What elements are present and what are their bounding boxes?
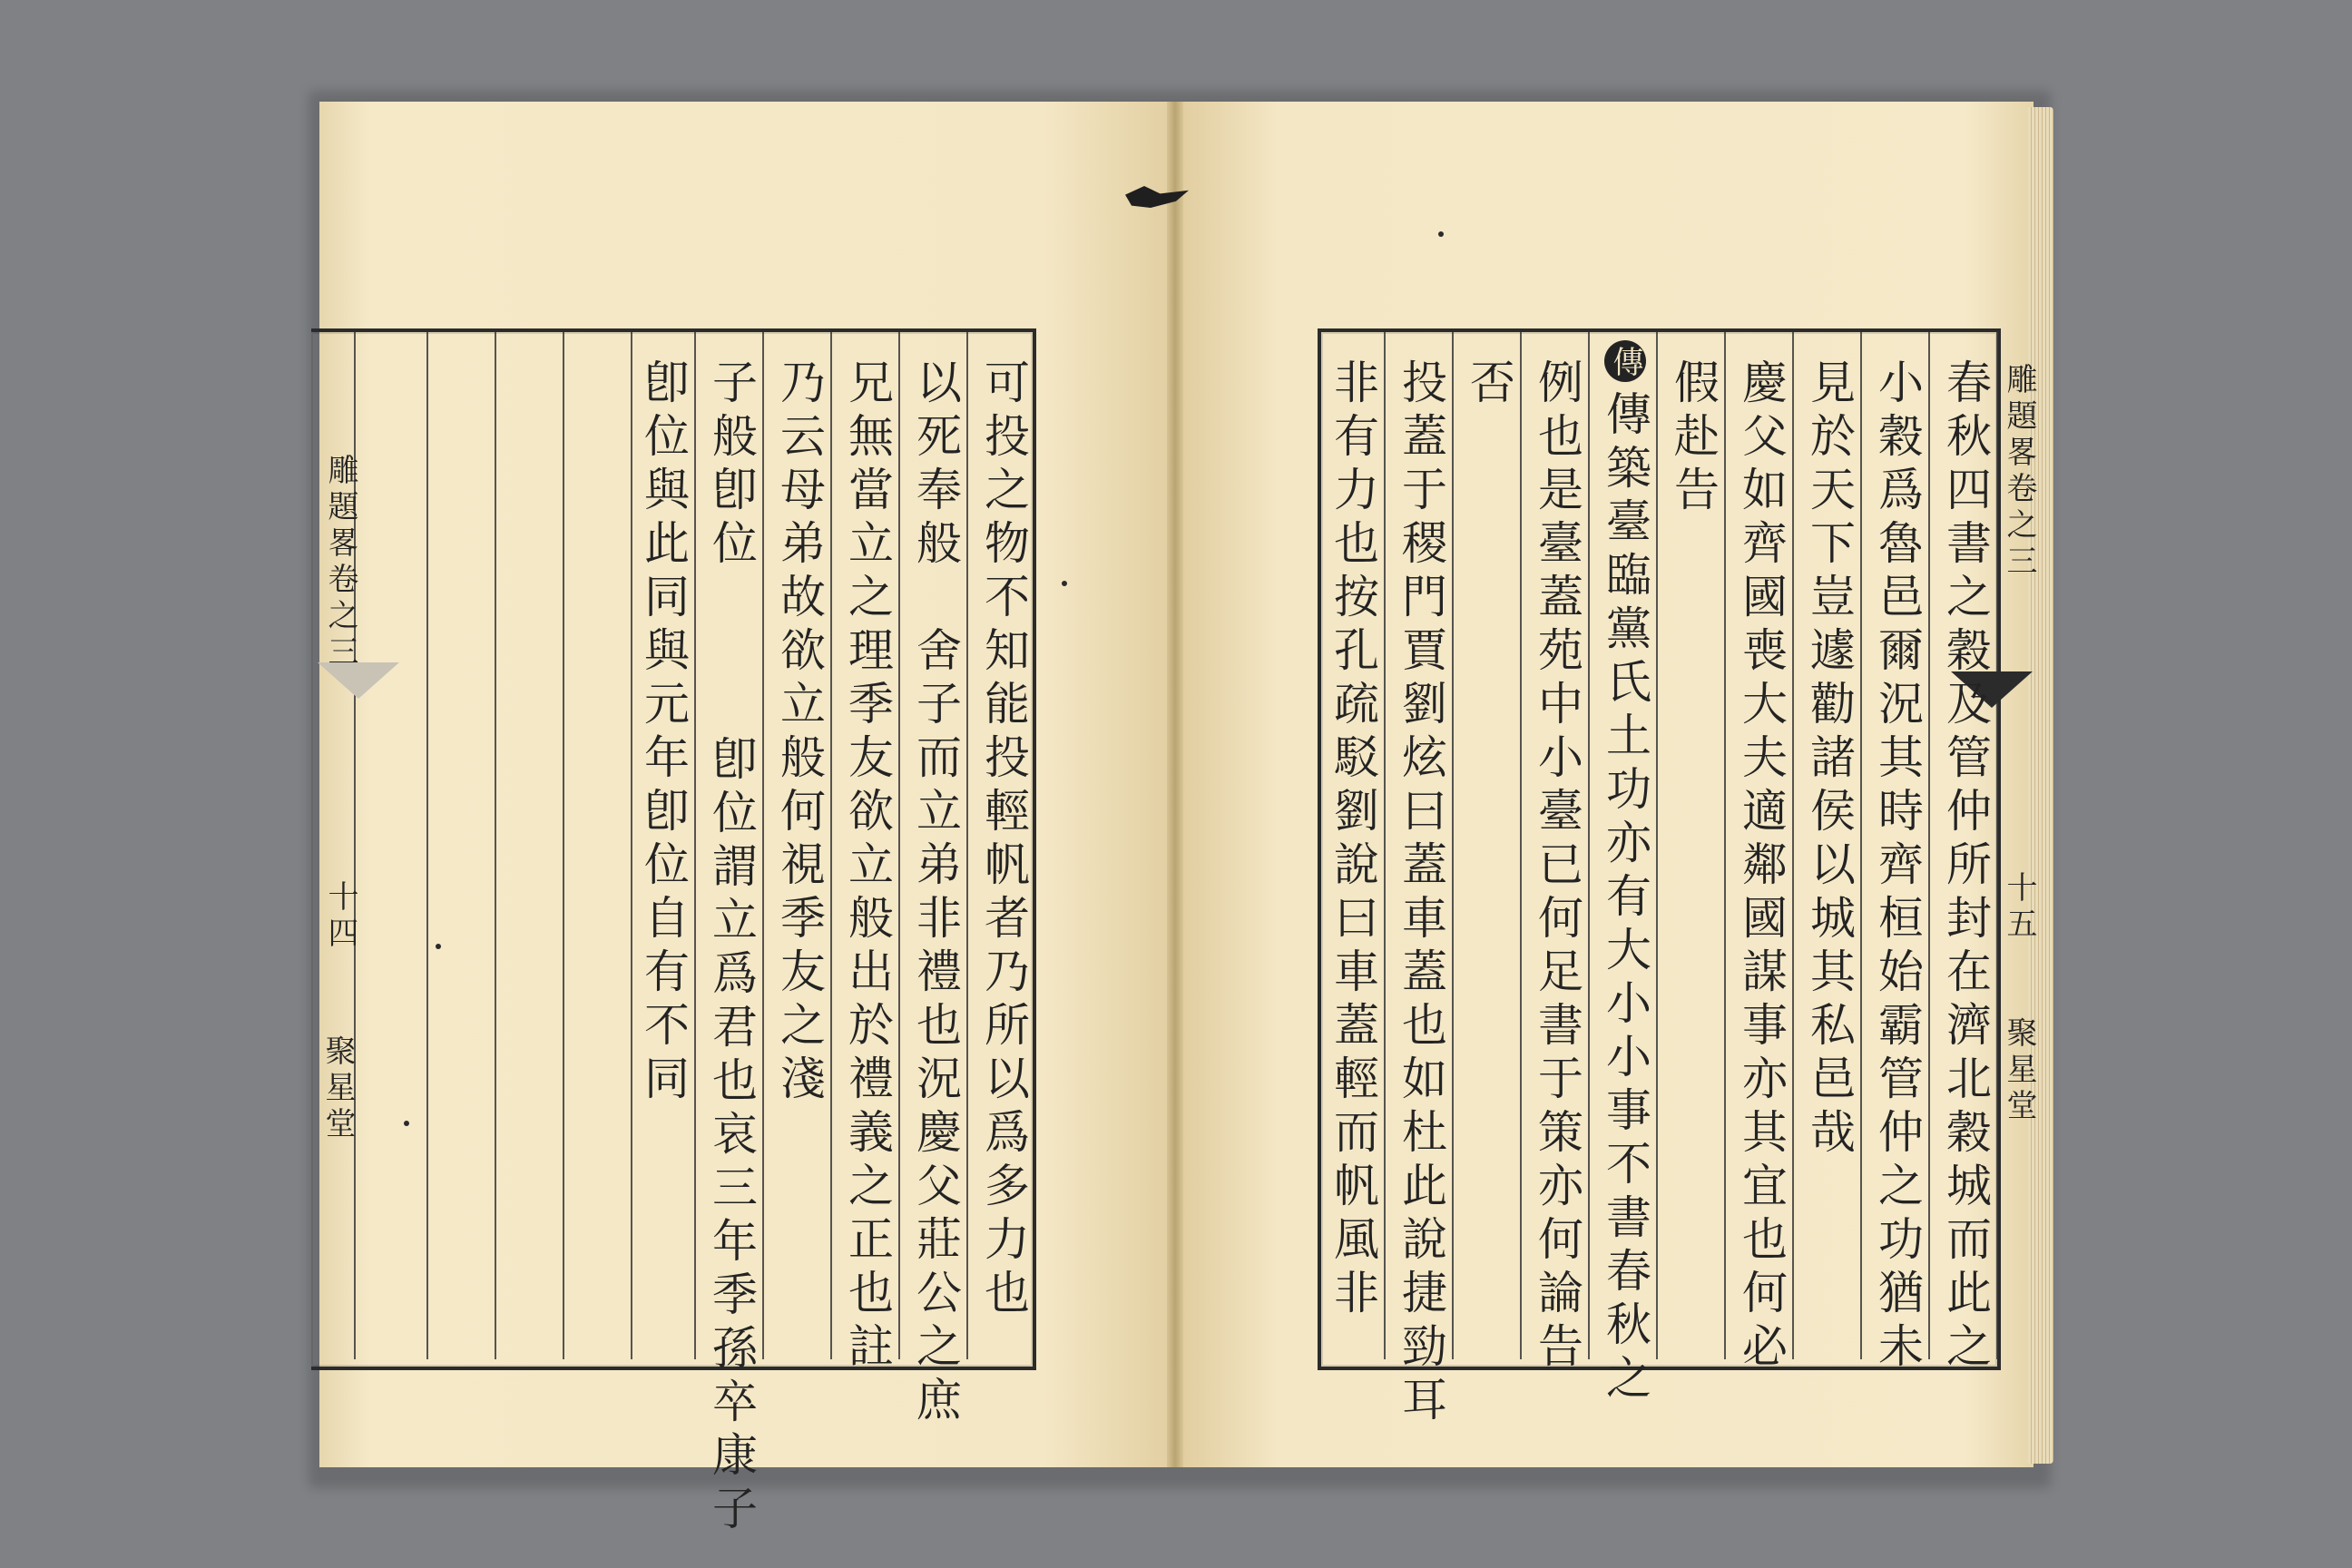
text-column: 兄無當立之理季友欲立般出於禮義之正也註 bbox=[841, 358, 894, 1376]
column-rule bbox=[1588, 332, 1590, 1359]
right-margin-rule bbox=[1996, 332, 1998, 1359]
text-column: 以死奉般 舍子而立弟非禮也況慶父莊公之庶 bbox=[909, 358, 962, 1429]
text-column-with-marker bbox=[1597, 340, 1653, 387]
column-rule bbox=[1724, 332, 1726, 1359]
right-folio: 十五 bbox=[2001, 871, 2037, 944]
text-column: 傳築臺臨黨氏土功亦有大小小事不書春秋之 bbox=[1599, 390, 1651, 1407]
text-column: 卽位謂立爲君也哀三年季孫卒康子 bbox=[705, 735, 758, 1538]
column-rule bbox=[426, 332, 428, 1359]
text-column: 投蓋于稷門賈劉炫曰蓋車蓋也如杜此說捷勁耳 bbox=[1395, 358, 1447, 1429]
commentary-marker: 傳 bbox=[1604, 340, 1646, 382]
text-column: 非有力也按孔疏駁劉說曰車蓋輕而帆風非 bbox=[1327, 358, 1379, 1322]
column-rule bbox=[631, 332, 632, 1359]
text-column: 例也是臺蓋苑中小臺已何足書于策亦何論告 bbox=[1531, 358, 1583, 1376]
ink-speck bbox=[436, 944, 441, 949]
left-folio: 十四 bbox=[322, 880, 358, 953]
left-publisher: 聚星堂 bbox=[319, 1034, 356, 1143]
column-rule bbox=[830, 332, 832, 1359]
page-edges bbox=[2028, 107, 2053, 1464]
text-column: 否 bbox=[1463, 358, 1515, 412]
text-column: 見於天下豈遽勸諸侯以城其私邑哉 bbox=[1803, 358, 1856, 1161]
text-column: 慶父如齊國喪大夫適鄰國謀事亦其宜也何必 bbox=[1735, 358, 1788, 1376]
text-column: 小穀爲魯邑爾況其時齊桓始霸管仲之功猶未 bbox=[1871, 358, 1924, 1376]
column-rule bbox=[966, 332, 968, 1359]
column-rule bbox=[1656, 332, 1658, 1359]
column-rule bbox=[898, 332, 900, 1359]
column-rule bbox=[1860, 332, 1862, 1359]
left-margin-title: 雕題畧卷之三 bbox=[322, 454, 358, 671]
text-column: 可投之物不知能投輕帆者乃所以爲多力也 bbox=[977, 358, 1030, 1322]
text-column: 假赴告 bbox=[1667, 358, 1720, 519]
text-column: 卽位與此同與元年卽位自有不同 bbox=[637, 358, 690, 1108]
column-rule bbox=[694, 332, 696, 1359]
fish-tail-mark bbox=[318, 662, 399, 699]
column-rule bbox=[1452, 332, 1454, 1359]
text-column: 春秋四書之穀及管仲所封在濟北穀城而此之 bbox=[1939, 358, 1992, 1376]
right-publisher: 聚星堂 bbox=[2001, 1016, 2037, 1125]
ink-speck bbox=[1062, 581, 1067, 586]
right-margin-title: 雕題畧卷之三 bbox=[2001, 363, 2037, 581]
column-rule bbox=[1928, 332, 1930, 1359]
column-rule bbox=[762, 332, 764, 1359]
column-rule bbox=[563, 332, 564, 1359]
column-rule bbox=[1520, 332, 1522, 1359]
book-gutter bbox=[1167, 102, 1183, 1467]
column-rule bbox=[495, 332, 496, 1359]
text-column: 子般卽位 bbox=[705, 358, 758, 573]
column-rule bbox=[1792, 332, 1794, 1359]
ink-speck bbox=[404, 1121, 409, 1126]
ink-speck bbox=[1438, 231, 1444, 237]
column-rule bbox=[1384, 332, 1386, 1359]
text-column: 乃云母弟故欲立般何視季友之淺 bbox=[773, 358, 826, 1108]
